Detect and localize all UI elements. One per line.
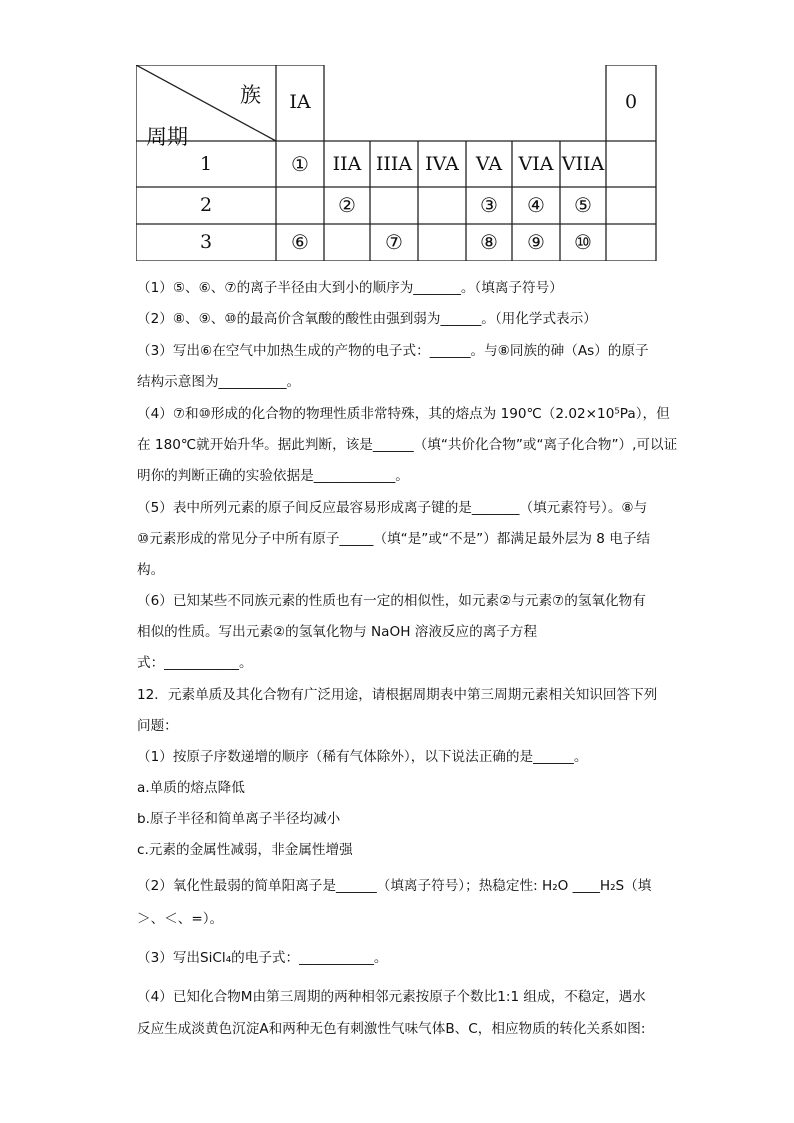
- element-6: ⑥: [291, 230, 309, 254]
- question-12-3: （3）写出SiCl₄的电子式：___________。: [137, 950, 388, 966]
- periodic-table: [136, 65, 658, 261]
- question-11-6: （6）已知某些不同族元素的性质也有一定的相似性，如元素②与元素⑦的氢氧化物有: [137, 593, 646, 609]
- question-12-2: （2）氧化性最弱的简单阳离子是______（填离子符号）；热稳定性: H₂O ____H₂S（填: [137, 878, 652, 894]
- question-11-1: （1）⑤、⑥、⑦的离子半径由大到小的顺序为_______。（填离子符号）: [137, 280, 563, 296]
- question-11-2: （2）⑧、⑨、⑩的最高价含氧酸的酸性由强到弱为______。（用化学式表示）: [137, 311, 597, 327]
- option-a: a.单质的熔点降低: [137, 780, 245, 796]
- option-b: b.原子半径和简单离子半径均减小: [137, 811, 341, 827]
- question-12-4: （4）已知化合物M由第三周期的两种相邻元素按原子个数比1:1 组成，不稳定，遇水: [137, 989, 646, 1005]
- period-label-3: 3: [199, 231, 213, 253]
- question-12-2-cont: ＞、＜、=）。: [137, 911, 224, 927]
- element-3: ③: [480, 193, 498, 217]
- question-11-5: （5）表中所列元素的原子间反应最容易形成离子键的是_______（填元素符号）。⑧与: [137, 500, 648, 516]
- question-12-stem: 12．元素单质及其化合物有广泛用途，请根据周期表中第三周期元素相关知识回答下列: [137, 687, 658, 703]
- question-12-4-cont: 反应生成淡黄色沉淀A和两种无色有刺激性气味气体B、C，相应物质的转化关系如图:: [137, 1021, 646, 1037]
- element-10: ⑩: [574, 230, 592, 254]
- group-header-iia: IIA: [332, 153, 362, 175]
- group-header-va: VA: [475, 153, 503, 175]
- question-11-5-cont: ⑩元素形成的常见分子中所有原子_____（填“是”或“不是”）都满足最外层为 8 电子结: [137, 531, 651, 547]
- period-label-2: 2: [199, 194, 213, 216]
- group-header-ia: IA: [289, 91, 311, 113]
- element-7: ⑦: [385, 230, 403, 254]
- element-2: ②: [338, 193, 356, 217]
- element-9: ⑨: [527, 230, 545, 254]
- group-header-viia: VIIA: [561, 153, 605, 175]
- corner-label-group: 族: [240, 83, 261, 107]
- group-header-iva: IVA: [425, 153, 459, 175]
- question-11-4-cont: 在 180℃就开始升华。据此判断，该是______（填“共价化合物”或“离子化合物”）,可以证: [137, 437, 678, 453]
- element-4: ④: [527, 193, 545, 217]
- group-header-0: 0: [624, 91, 638, 113]
- element-8: ⑧: [480, 230, 498, 254]
- question-11-6-cont: 相似的性质。写出元素②的氢氧化物与 NaOH 溶液反应的离子方程: [137, 624, 538, 640]
- period-label-1: 1: [199, 153, 213, 175]
- question-12-stem-cont: 问题：: [137, 718, 178, 734]
- question-11-5-cont2: 构。: [137, 562, 165, 578]
- group-header-iiia: IIIA: [375, 153, 413, 175]
- group-header-via: VIA: [518, 153, 554, 175]
- question-11-3-cont: 结构示意图为__________。: [137, 374, 301, 390]
- corner-label-period: 周期: [146, 125, 188, 149]
- element-1: ①: [291, 152, 309, 176]
- element-5: ⑤: [574, 193, 592, 217]
- option-c: c.元素的金属性减弱，非金属性增强: [137, 842, 353, 858]
- question-11-6-cont2: 式：___________。: [137, 655, 253, 671]
- question-12-1: （1）按原子序数递增的顺序（稀有气体除外），以下说法正确的是______。: [137, 749, 588, 765]
- question-11-4-cont2: 明你的判断正确的实验依据是____________。: [137, 468, 409, 484]
- question-11-4: （4）⑦和⑩形成的化合物的物理性质非常特殊，其的熔点为 190℃（2.02×10⁵Pa），但: [137, 406, 670, 422]
- question-11-3: （3）写出⑥在空气中加热生成的产物的电子式：______。与⑧同族的砷（As）的原子: [137, 343, 649, 359]
